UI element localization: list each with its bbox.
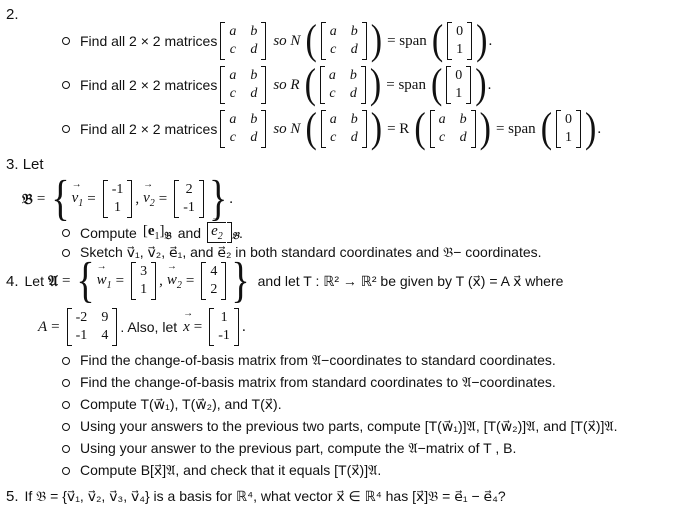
q2-item-1: Find all 2 × 2 matrices a b c d so N ( a b c d ) = span ( 0 1 ) . bbox=[62, 22, 492, 60]
span-vector: 0 1 bbox=[556, 110, 581, 148]
q4-header: 4. Let 𝔄 = { → $w_1$ = 3 1 , → $w_2$ = 4 2 } and let T : ℝ² → ℝ² be given by T (x⃗) = A x⃗ where bbox=[6, 262, 563, 300]
q3-bullet-1-lead: Compute bbox=[80, 224, 137, 241]
q3-bullet-2-text: Sketch v⃗₁, v⃗₂, e⃗₁, and e⃗₂ in both standard coordinates and 𝔅− coordinates. bbox=[80, 244, 542, 260]
span-vector: 0 1 bbox=[447, 22, 472, 60]
v2-vector: 2 -1 bbox=[174, 180, 204, 218]
q2-item-3-eq1: = R bbox=[387, 120, 410, 137]
q4-bullet: Find the change-of-basis matrix from 𝔄−coordinates to standard coordinates. bbox=[62, 352, 556, 369]
q3-bullet-1-and: and bbox=[177, 224, 202, 241]
q3-bullet-2 bbox=[62, 244, 542, 261]
basis-symbol-B: 𝔅 bbox=[22, 190, 33, 208]
v1-vector: -1 1 bbox=[103, 180, 133, 218]
bullet-icon bbox=[62, 37, 70, 45]
bullet-icon bbox=[62, 357, 70, 365]
q4-matrix-A: A = -2 9 -1 4 . Also, let → x = 1 -1 . bbox=[38, 308, 246, 346]
q2-item-3-so: so N bbox=[273, 120, 301, 137]
bullet-icon bbox=[62, 249, 70, 257]
q2-number: 2. bbox=[6, 6, 19, 23]
q3-number: 3. Let bbox=[6, 156, 44, 173]
matrix-abcd: a b c d bbox=[321, 22, 367, 60]
matrix-abcd: a b c d bbox=[220, 110, 266, 148]
q2-item-3: Find all 2 × 2 matrices a b c d so N ( a b c d ) = R ( a b c d ) = span ( 0 1 ) . bbox=[62, 110, 601, 148]
matrix-abcd: a b c d bbox=[430, 110, 476, 148]
span-vector: 0 1 bbox=[446, 66, 471, 104]
matrix-A: -2 9 -1 4 bbox=[67, 308, 118, 346]
q3-basis-definition: 𝔅 = { → $v_1$ = -1 1 , → $v_2$ = 2 -1 } . bbox=[22, 180, 233, 218]
bullet-icon bbox=[62, 445, 70, 453]
w2-vector: 4 2 bbox=[201, 262, 226, 300]
matrix-abcd: a b c d bbox=[321, 110, 367, 148]
q2-item-2: Find all 2 × 2 matrices a b c d so R ( a b c d ) = span ( 0 1 ) . bbox=[62, 66, 491, 104]
bullet-icon bbox=[62, 423, 70, 431]
bullet-icon bbox=[62, 229, 70, 237]
matrix-abcd: a b c d bbox=[220, 22, 266, 60]
q5-line: 5. If 𝔅 = {v⃗₁, v⃗₂, v⃗₃, v⃗₄} is a basis for ℝ⁴, what vector x⃗ ∈ ℝ⁴ has [x⃗]𝔅 = e⃗₁ − e⃗₄? bbox=[6, 488, 506, 505]
q4-map-text: and let T : ℝ² → ℝ² be given by T (x⃗) = A x⃗ where bbox=[257, 272, 564, 289]
q3-bullet-1: Compute $[e_1]_𝔅$ and → $e_2$ $_𝔅$ . bbox=[62, 222, 243, 243]
x-vector: 1 -1 bbox=[209, 308, 239, 346]
q4-bullet: Compute T(w⃗₁), T(w⃗₂), and T(x⃗). bbox=[62, 396, 282, 413]
w1-vector: 3 1 bbox=[131, 262, 156, 300]
q2-item-1-eq: = span bbox=[387, 32, 427, 49]
q2-item-1-lead: Find all 2 × 2 matrices bbox=[80, 33, 218, 49]
q5-text: If 𝔅 = {v⃗₁, v⃗₂, v⃗₃, v⃗₄} is a basis for ℝ⁴, what vector x⃗ ∈ ℝ⁴ has [x⃗]𝔅 = e⃗₁ − e⃗₄? bbox=[24, 488, 506, 504]
q4-bullet: Find the change-of-basis matrix from standard coordinates to 𝔄−coordinates. bbox=[62, 374, 556, 391]
q4-bullet: Compute B[x⃗]𝔄, and check that it equals [T(x⃗)]𝔄. bbox=[62, 462, 381, 479]
q2-item-1-so: so N bbox=[273, 32, 301, 49]
bullet-icon bbox=[62, 81, 70, 89]
q4-bullet: Using your answers to the previous two parts, compute [T(w⃗₁)]𝔄, [T(w⃗₂)]𝔄, and [T(x⃗)]𝔄. bbox=[62, 418, 618, 435]
bullet-icon bbox=[62, 401, 70, 409]
bullet-icon bbox=[62, 379, 70, 387]
q2-item-2-eq: = span bbox=[386, 76, 426, 93]
q2-item-2-lead: Find all 2 × 2 matrices bbox=[80, 77, 218, 93]
bullet-icon bbox=[62, 125, 70, 133]
bullet-icon bbox=[62, 467, 70, 475]
q4-bullet: Using your answer to the previous part, compute the 𝔄−matrix of T , B. bbox=[62, 440, 516, 457]
q2-item-2-so: so R bbox=[273, 76, 300, 93]
q2-item-3-eq2: = span bbox=[495, 120, 536, 137]
matrix-abcd: a b c d bbox=[320, 66, 366, 104]
matrix-abcd: a b c d bbox=[220, 66, 266, 104]
q2-item-3-lead: Find all 2 × 2 matrices bbox=[80, 121, 218, 137]
